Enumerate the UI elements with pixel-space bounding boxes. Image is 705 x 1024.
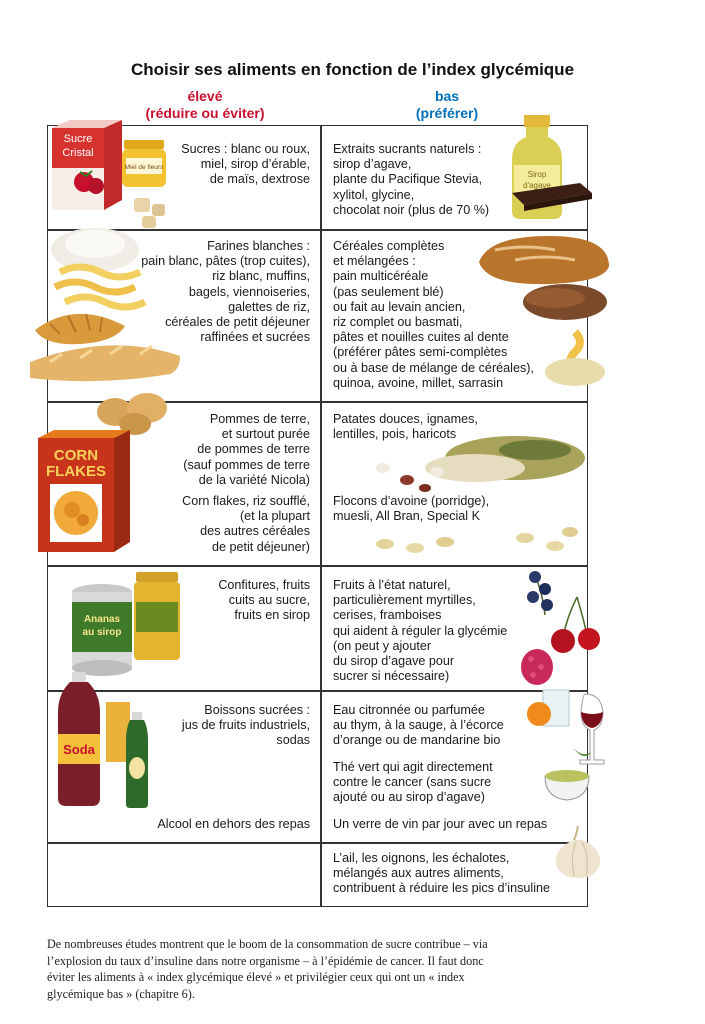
row1-low-text: Extraits sucrants naturels : sirop d’agave, plante du Pacifique Stevia, xylitol, glycine, chocolat noir (plus de 70 %) [333, 142, 490, 217]
drinks-illustration [525, 688, 610, 830]
corn-flakes-box-illustration [38, 430, 138, 555]
canned-fruit-illustration [72, 572, 187, 677]
row5-low-text: Eau citronnée ou parfumée au thym, à la sauge, à l’écorce d’orange ou de mandarine bio [333, 703, 504, 748]
sugar-box-label-2: Cristal [62, 147, 94, 159]
soda-beer-illustration [56, 672, 156, 812]
page-title: Choisir ses aliments en fonction de l’index glycémique [130, 60, 575, 79]
row2-high-text: Farines blanches : pain blanc, pâtes (trop cuites), riz blanc, muffins, bagels, viennoiseries, galettes de riz, céréales de petit déjeuner raffinées et sucrées [141, 239, 310, 345]
cereal-box-label-1: CORN [53, 447, 99, 464]
row-divider [47, 565, 588, 567]
header-high-label: élevé [187, 88, 223, 104]
row5-high-text: Boissons sucrées : jus de fruits industriels, sodas [181, 703, 310, 748]
honey-jar-label: Miel de fleurs [124, 164, 164, 171]
footer-paragraph: De nombreuses études montrent que le boom de la consommation de sucre contribue – via l’explosion du taux d’insuline dans notre organisme – à l’épidémie de cancer. Il faut donc éviter les aliments à « index glycémique élevé » et privilégier ceux qui ont un « index glycémique bas » (chapitre 6). [47, 937, 488, 1001]
row-divider [47, 842, 588, 844]
column-header-high [120, 88, 290, 122]
row4-low-text: Fruits à l’état naturel, particulièrement myrtilles, cerises, framboises qui aident à réguler la glycémie (on peut y ajouter du sirop d’agave pour sucrer si nécessaire) [333, 578, 508, 684]
header-low-label: bas [434, 88, 460, 104]
row2-low-text: Céréales complètes et mélangées : pain multicéréale (pas seulement blé) ou fait au levain ancien, riz complet ou basmati, pâtes et nouilles cuites al dente (préférer pâtes semi-complètes ou à base de mélange de céréales), quinoa, avoine, millet, sarrasin [333, 239, 534, 390]
sugar-box-label-1: Sucre [63, 133, 93, 145]
header-high-sub: (réduire ou éviter) [145, 105, 265, 121]
cereal-box-label-2: FLAKES [46, 463, 106, 480]
legumes-illustration [365, 428, 590, 558]
can-label-2: au sirop [82, 627, 122, 638]
row5-high-text-2: Alcool en dehors des repas [157, 817, 310, 831]
row5-low-text-3: Un verre de vin par jour avec un repas [333, 817, 548, 831]
soda-label: Soda [63, 742, 95, 757]
row1-high-text: Sucres : blanc ou roux, miel, sirop d’érable, de maïs, dextrose [181, 142, 310, 187]
row6-low-text: L’ail, les oignons, les échalotes, mélangés aux autres aliments, contribuent à réduire les pics d’insuline [333, 851, 551, 896]
header-low-sub: (préférer) [415, 105, 479, 121]
can-label-1: Ananas [83, 614, 121, 625]
syrup-label-1: Sirop [527, 170, 547, 179]
row3-low-text-2: Flocons d’avoine (porridge), muesli, All Bran, Special K [333, 494, 490, 524]
syrup-label-2: d'agave [523, 181, 551, 190]
row5-low-text-2: Thé vert qui agit directement contre le cancer (sans sucre ajouté ou au sirop d’agave) [333, 760, 493, 805]
row3-high-text: Pommes de terre, et surtout purée de pommes de terre (sauf pommes de terre de la variété Nicola) [183, 412, 310, 487]
column-divider [320, 125, 322, 907]
row3-low-text: Patates douces, ignames, lentilles, pois, haricots [333, 412, 478, 442]
agave-syrup-illustration [510, 115, 605, 225]
row3-high-text-2: Corn flakes, riz soufflé, (et la plupart des autres céréales de petit déjeuner) [182, 494, 310, 554]
column-header-low [382, 88, 512, 122]
row4-high-text: Confitures, fruits cuits au sucre, fruits en sirop [218, 578, 310, 623]
